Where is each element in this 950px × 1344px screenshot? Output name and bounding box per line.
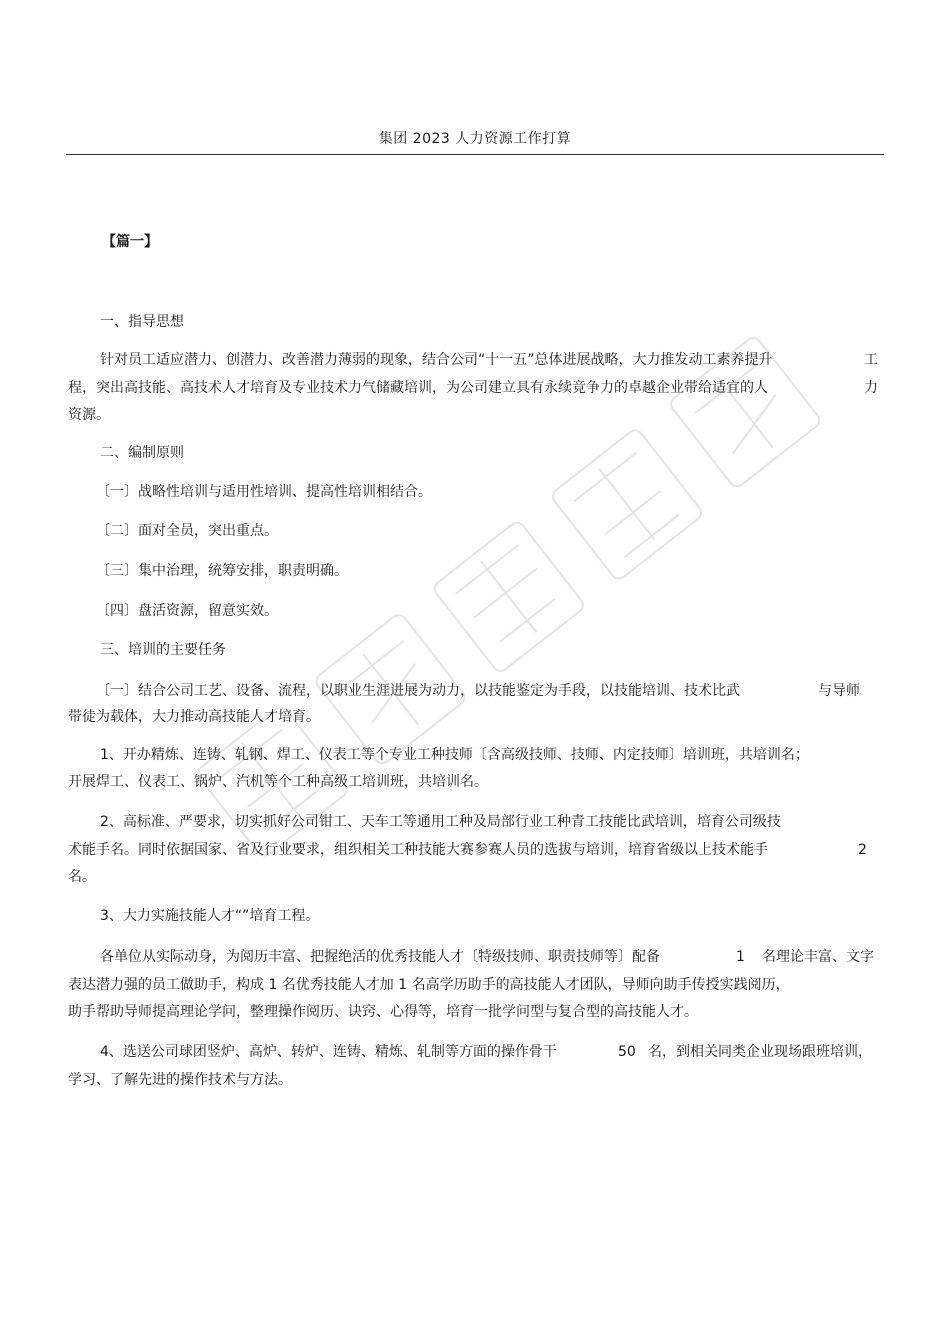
paragraph-line-tail: 名理论丰富、文字 (762, 949, 874, 965)
paragraph-line: 表达潜力强的员工做助手，构成 1 名优秀技能人才加 1 名高学历助手的高技能人才团队，导师向助手传授实践阅历， (68, 977, 790, 993)
header-divider (66, 154, 884, 155)
list-item: 〔一〕战略性培训与适用性培训、提高性培训相结合。 (96, 484, 432, 500)
paragraph-line-tail: 与导师 (818, 683, 860, 699)
paragraph-line: 带徒为载体，大力推动高技能人才培育。 (68, 709, 320, 725)
list-item: 3、大力实施技能人才“”培育工程。 (100, 908, 320, 924)
list-item: 2、高标准、严要求，切实抓好公司钳工、天车工等通用工种及局部行业工种青工技能比武培训，培育公司级技 (100, 814, 781, 830)
paragraph-line: 程，突出高技能、高技术人才培育及专业技术力气储藏培训，为公司建立具有永续竞争力的卓越企业带给适宜的人 (68, 380, 768, 396)
paragraph-number: 1 (736, 949, 745, 965)
document-title: 集团 2023 人力资源工作打算 (378, 131, 572, 147)
paragraph-line: 〔一〕结合公司工艺、设备、流程，以职业生涯进展为动力，以技能鉴定为手段，以技能培训、技术比武 (96, 683, 740, 699)
list-item: 〔三〕集中治理，统筹安排，职责明确。 (96, 563, 348, 579)
list-item-continued: 学习、了解先进的操作技术与方法。 (68, 1072, 292, 1088)
section-2-title: 二、编制原则 (100, 445, 184, 461)
list-item-continued: 开展焊工、仪表工、锅炉、汽机等个工种高级工培训班，共培训名。 (68, 774, 488, 790)
list-item: 4、选送公司球团竖炉、高炉、转炉、连铸、精炼、轧制等方面的操作骨干 (100, 1044, 557, 1060)
section-1-title: 一、指导思想 (100, 314, 184, 330)
list-item-tail: 2 (858, 842, 867, 858)
list-item: 〔四〕盘活资源，留意实效。 (96, 603, 278, 619)
paragraph-line-tail: 工 (864, 352, 878, 368)
paragraph-line: 助手帮助导师提高理论学问，整理操作阅历、诀窍、心得等，培育一批学问型与复合型的高技能人才。 (68, 1004, 698, 1020)
paragraph-line: 资源。 (68, 407, 110, 423)
list-item: 〔二〕面对全员，突出重点。 (96, 523, 278, 539)
paragraph-line: 各单位从实际动身，为阅历丰富、把握绝活的优秀技能人才〔特级技师、职责技师等〕配备 (100, 949, 660, 965)
list-item-tail: 名，到相关同类企业现场跟班培训， (648, 1044, 872, 1060)
section-label: 【篇一】 (102, 234, 158, 250)
section-3-title: 三、培训的主要任务 (100, 642, 226, 658)
list-item-continued: 术能手名。同时依据国家、省及行业要求，组织相关工种技能大赛参赛人员的选拔与培训，培育省级以上技术能手 (68, 842, 768, 858)
list-item-number: 50 (618, 1044, 636, 1060)
paragraph-line: 针对员工适应潜力、创潜力、改善潜力薄弱的现象，结合公司“十一五”总体进展战略，大力推发动工素养提升 (100, 352, 773, 368)
list-item-continued: 名。 (68, 869, 96, 885)
paragraph-line-tail: 力 (864, 380, 878, 396)
list-item: 1、开办精炼、连铸、轧钢、焊工、仪表工等个专业工种技师〔含高级技师、技师、内定技师〕培训班，共培训名； (100, 747, 809, 763)
